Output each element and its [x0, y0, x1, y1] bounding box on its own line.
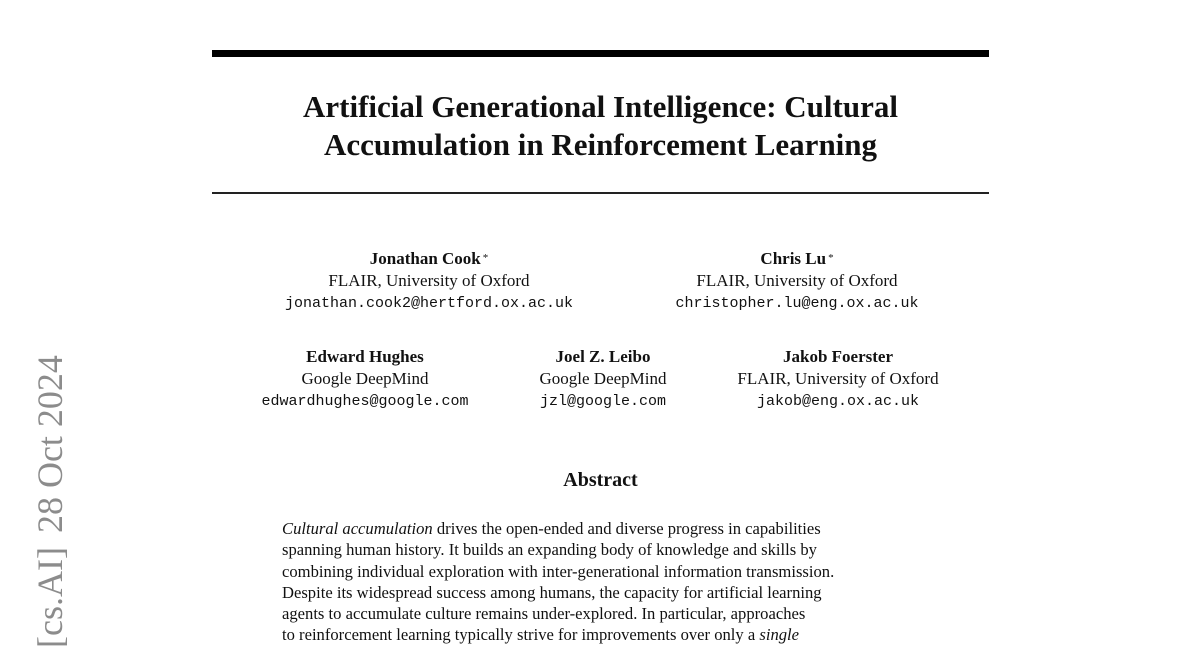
- abstract-italic-phrase: Cultural accumulation: [282, 519, 433, 538]
- author-chris-lu: [675, 248, 918, 316]
- abstract-line: to reinforcement learning typically strive for improvements over only a single: [282, 625, 800, 645]
- paper-title: [212, 88, 989, 164]
- author-name: Joel Z. Leibo: [555, 347, 651, 366]
- author-email: jzl@google.com: [539, 393, 667, 410]
- author-email: edwardhughes@google.com: [261, 393, 469, 410]
- abstract-line: Despite its widespread success among humans, the capacity for artificial learning: [282, 582, 822, 602]
- author-joel-leibo: [539, 346, 666, 414]
- author-name: Jonathan Cook: [369, 249, 481, 268]
- author-jakob-foerster: [737, 346, 938, 414]
- top-title-rule: [212, 50, 989, 57]
- bottom-title-rule: [212, 192, 989, 194]
- arxiv-side-stamp: [30, 355, 70, 648]
- arxiv-date: 28 Oct 2024: [30, 355, 70, 534]
- title-line-1: Artificial Generational Intelligence: Cultural: [303, 89, 898, 124]
- author-affiliation: FLAIR, University of Oxford: [737, 369, 939, 388]
- equal-contribution-mark: *: [482, 252, 489, 264]
- author-affiliation: Google DeepMind: [539, 369, 667, 388]
- author-name: Chris Lu: [760, 249, 827, 268]
- author-edward-hughes: [261, 346, 468, 414]
- author-email: christopher.lu@eng.ox.ac.uk: [675, 295, 919, 312]
- author-affiliation: FLAIR, University of Oxford: [328, 271, 530, 290]
- arxiv-category: [cs.AI]: [30, 547, 70, 648]
- equal-contribution-mark: *: [828, 252, 834, 264]
- abstract-italic-word: single: [759, 625, 800, 645]
- author-affiliation: FLAIR, University of Oxford: [696, 271, 898, 290]
- author-email: jonathan.cook2@hertford.ox.ac.uk: [284, 295, 574, 312]
- abstract-body: [282, 518, 922, 646]
- author-affiliation: Google DeepMind: [301, 369, 429, 388]
- abstract-line: combining individual exploration with inter-generational information transmission.: [282, 561, 835, 581]
- abstract-heading: Abstract: [563, 469, 638, 491]
- author-jonathan-cook: [285, 248, 573, 316]
- author-email: jakob@eng.ox.ac.uk: [756, 393, 920, 410]
- abstract-line: agents to accumulate culture remains under-explored. In particular, approaches: [282, 604, 806, 624]
- abstract-line: Cultural accumulation drives the open-ended and diverse progress in capabilities: [282, 519, 821, 538]
- author-name: Edward Hughes: [306, 347, 424, 366]
- author-name: Jakob Foerster: [782, 347, 893, 366]
- abstract-line: spanning human history. It builds an expanding body of knowledge and skills by: [282, 540, 817, 560]
- title-line-2: Accumulation in Reinforcement Learning: [323, 127, 878, 162]
